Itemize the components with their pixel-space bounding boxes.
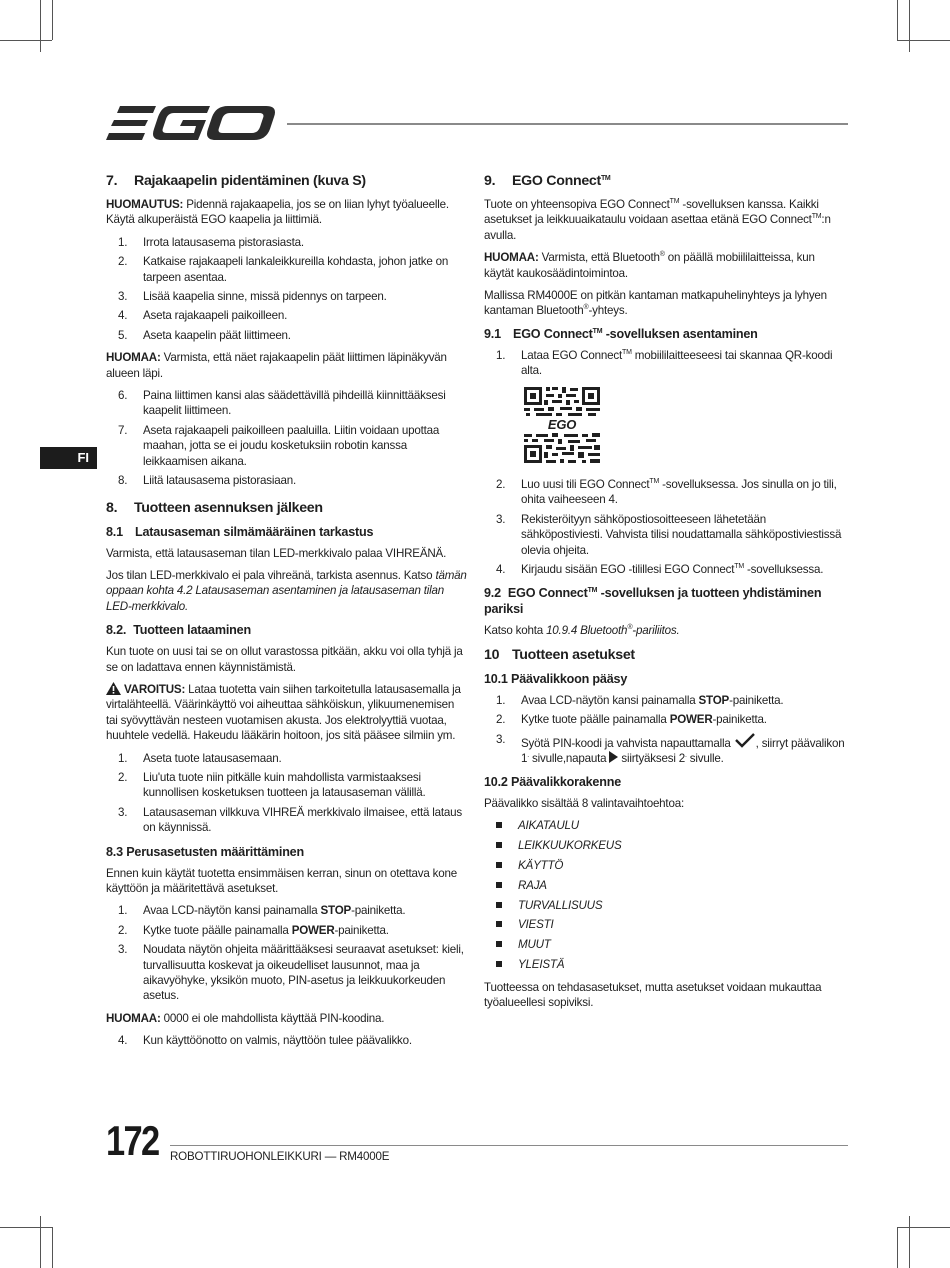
section-title: Tuotteen asetukset (512, 646, 635, 663)
item-number: 1. (118, 751, 128, 765)
item-number: 3. (118, 805, 128, 819)
item-text: Kun käyttöönotto on valmis, näyttöön tulee päävalikko. (143, 1034, 412, 1048)
subsection-title: Latausaseman silmämääräinen tarkastus (135, 524, 374, 539)
item-text: Katkaise rajakaapeli lankaleikkureilla kohdasta, johon jatke on tarpeen asentaa. (143, 255, 449, 284)
section-heading (106, 172, 468, 190)
paragraph: Mallissa RM4000E on pitkän kantaman matkapuhelinyhteys ja lyhyen kantaman Bluetooth®-yhteys. (484, 289, 827, 318)
crop-mark (0, 40, 52, 41)
warning-paragraph (106, 682, 468, 744)
note-label: HUOMAA: (484, 251, 539, 265)
paragraph: Ennen kuin käytät tuotetta ensimmäisen kerran, sinun on otettava kone käyttöön ja määritettävä asetukset. (106, 866, 457, 895)
subsection-number: 8.1 (106, 524, 123, 539)
subsection-heading (106, 622, 468, 638)
section-heading (106, 499, 468, 517)
list-item (106, 473, 468, 488)
menu-option-label: TURVALLISUUS (518, 898, 603, 912)
subsection-number: 9.1 (484, 326, 501, 341)
square-bullet-icon (484, 957, 518, 972)
menu-option (484, 917, 846, 932)
note-paragraph (106, 1011, 468, 1026)
square-bullet-icon (484, 917, 518, 932)
section-title: Rajakaapelin pidentäminen (kuva S) (134, 173, 366, 189)
language-tab: FI (40, 447, 97, 469)
item-number: 5. (118, 328, 128, 342)
crop-mark (909, 1216, 910, 1268)
section-number: 9. (484, 173, 496, 189)
item-text: Liitä latausasema pistorasiaan. (143, 474, 296, 488)
subsection-heading (106, 524, 468, 540)
subsection-title: EGO Connect™ -sovelluksen ja tuotteen yhdistäminen pariksi (484, 585, 822, 616)
list-item (106, 805, 468, 836)
item-number: 1. (496, 348, 506, 362)
item-text: Irrota latausasema pistorasiasta. (143, 235, 304, 249)
list-item (484, 512, 846, 558)
paragraph: Katso kohta 10.9.4 Bluetooth®-pariliitos. (484, 623, 680, 637)
subsection-title: 10.1 Päävalikkoon pääsy (484, 671, 628, 686)
steps-list (106, 388, 468, 488)
subsection-heading (106, 844, 468, 860)
list-item (106, 942, 468, 1004)
menu-option-label: YLEISTÄ (518, 958, 565, 972)
note-paragraph: HUOMAA: Varmista, että Bluetooth® on päällä mobiililaitteissa, kun käytät kaukosäädintoimintoa. (484, 251, 815, 280)
menu-option (484, 858, 846, 873)
steps-list (484, 477, 846, 577)
list-item (106, 289, 468, 304)
subsection-title: Tuotteen lataaminen (133, 623, 251, 638)
footer-title: ROBOTTIRUOHONLEIKKURI — RM4000E (170, 1150, 390, 1163)
note-paragraph (106, 350, 468, 381)
menu-list (484, 818, 846, 973)
item-text: Kirjaudu sisään EGO -tilillesi EGO Connect™ -sovelluksessa. (521, 563, 824, 577)
item-number: 4. (118, 309, 128, 323)
square-bullet-icon (484, 858, 518, 873)
warning-icon (106, 682, 121, 695)
item-number: 2. (118, 923, 128, 937)
paragraph (106, 568, 468, 614)
list-item (106, 770, 468, 801)
item-number: 1. (118, 235, 128, 249)
item-number: 8. (118, 474, 128, 488)
steps-list (106, 903, 468, 1003)
section-number: 7. (106, 173, 118, 189)
item-number: 6. (118, 389, 128, 403)
section-number: 10 (484, 646, 500, 663)
subsection-heading (484, 326, 846, 342)
list-item (106, 423, 468, 469)
crop-mark (52, 0, 53, 40)
qr-code-icon (522, 385, 602, 465)
note-paragraph (106, 197, 468, 228)
menu-option-label: MUUT (518, 938, 551, 952)
crop-mark (40, 1216, 41, 1268)
list-item (106, 308, 468, 323)
crop-mark (52, 1227, 53, 1268)
list-item (484, 693, 846, 708)
item-number: 2. (496, 713, 506, 727)
list-item (484, 712, 846, 727)
crop-mark (897, 1227, 898, 1268)
footer-rule (170, 1145, 848, 1146)
list-item (106, 903, 468, 918)
item-text: Aseta rajakaapeli paikoilleen paaluilla. Liitin voidaan upottaa maahan, jotta se ei joudu kosketuksiin robotin kanssa leikkaamisen aikana. (143, 423, 440, 468)
header-rule (287, 123, 848, 125)
crop-mark (897, 40, 950, 41)
menu-option (484, 818, 846, 833)
item-text: Lisää kaapelia sinne, missä pidennys on tarpeen. (143, 290, 387, 304)
section-title: Tuotteen asennuksen jälkeen (134, 499, 323, 516)
menu-option-label: VIESTI (518, 918, 554, 932)
text: Jos tilan LED-merkkivalo ei pala vihreänä, tarkista asennus. Katso (106, 568, 436, 582)
square-bullet-icon (484, 818, 518, 833)
svg-text:EGO: EGO (547, 416, 577, 432)
square-bullet-icon (484, 898, 518, 913)
crop-mark (0, 1227, 52, 1228)
item-number: 2. (496, 478, 506, 492)
steps-list (106, 235, 468, 343)
crop-mark (909, 0, 910, 52)
checkmark-icon (734, 732, 756, 748)
item-text: Aseta rajakaapeli paikoilleen. (143, 309, 288, 323)
steps-list (484, 693, 846, 767)
item-number: 3. (496, 512, 506, 526)
list-item (484, 477, 846, 508)
steps-list (106, 751, 468, 836)
item-number: 2. (118, 255, 128, 269)
item-number: 3. (118, 290, 128, 304)
subsection-heading (484, 585, 846, 617)
steps-list (106, 1033, 468, 1048)
page-number: 172 (106, 1117, 159, 1164)
section-heading (484, 646, 846, 664)
menu-option (484, 878, 846, 893)
note-label: HUOMAA: (106, 351, 161, 365)
item-text: Aseta kaapelin päät liittimeen. (143, 328, 291, 342)
subsection-title: 10.2 Päävalikkorakenne (484, 774, 622, 789)
paragraph: Varmista, että latausaseman tilan LED-merkkivalo palaa VIHREÄNÄ. (106, 546, 447, 560)
paragraph: Tuote on yhteensopiva EGO Connect™ -sovelluksen kanssa. Kaikki asetukset ja leikkuuaikataulu voidaan asettaa etänä EGO Connect™:n avulla. (484, 198, 831, 242)
item-text: Avaa LCD-näytön kansi painamalla STOP-painiketta. (143, 904, 406, 918)
section-title: EGO Connect™ (512, 173, 611, 189)
item-number: 4. (496, 563, 506, 577)
item-number: 1. (496, 693, 506, 707)
item-text: Paina liittimen kansi alas säädettävillä pihdeillä kiinnittääksesi kaapelit liittimeen. (143, 389, 446, 418)
subsection-heading (484, 774, 846, 790)
qr-code[interactable] (522, 385, 602, 469)
list-item (484, 732, 846, 767)
item-text: Avaa LCD-näytön kansi painamalla STOP-painiketta. (521, 693, 784, 707)
list-item (484, 562, 846, 577)
item-text: Liu'uta tuote niin pitkälle kuin mahdollista varmistaaksesi kunnollisen kosketuksen tuotteen ja latausaseman välillä. (143, 770, 426, 800)
list-item (106, 235, 468, 250)
item-text: Kytke tuote päälle painamalla POWER-painiketta. (143, 923, 389, 937)
item-text: Luo uusi tili EGO Connect™ -sovelluksessa. Jos sinulla on jo tili, ohita vaiheeseen 4. (521, 478, 837, 507)
list-item (106, 1033, 468, 1048)
section-number: 8. (106, 499, 118, 516)
list-item (106, 751, 468, 766)
item-text: Syötä PIN-koodi ja vahvista napauttamalla , siirryt päävalikon 1. sivulle,napauta siirtyäksesi 2. sivulle. (521, 732, 846, 767)
crop-mark (897, 1227, 950, 1228)
note-label: HUOMAUTUS: (106, 198, 184, 211)
item-text: Rekisteröityyn sähköpostiosoitteeseen lähetetään sähköpostiviesti. Vahvista tilisi noudattamalla sähköpostiviestissä olevia ohjeita. (521, 512, 842, 557)
note-text: Pidennä rajakaapelia, jos se on liian lyhyt työalueelle. Käytä alkuperäistä EGO kaapelia ja liittimiä. (106, 198, 449, 227)
item-number: 4. (118, 1034, 128, 1048)
paragraph: Tuotteessa on tehdasasetukset, mutta asetukset voidaan mukauttaa työalueellesi sopiviksi. (484, 980, 822, 1010)
warning-text: Lataa tuotetta vain siihen tarkoitetulla latausasemalla ja virtalähteellä. Väärinkäyttö voi aiheuttaa sähköiskun, ylikuumenemisen tai syövyttävän nesteen vuotamisen akusta. Jos elektrolyyttiä vuotaa, huuhtele vedellä. Hakeudu lääkärin hoitoon, jos sitä pääsee silmiin ym. (106, 682, 461, 743)
menu-option (484, 937, 846, 952)
square-bullet-icon (484, 937, 518, 952)
list-item (106, 254, 468, 285)
menu-option-label: LEIKKUUKORKEUS (518, 838, 622, 852)
item-text: Latausaseman vilkkuva VIHREÄ merkkivalo ilmaisee, että lataus on käynnissä. (143, 805, 463, 835)
paragraph: Kun tuote on uusi tai se on ollut varastossa pitkään, akku voi olla tyhjä ja se on ladattava ennen käynnistämistä. (106, 645, 463, 674)
note-label: HUOMAA: (106, 1011, 161, 1025)
square-bullet-icon (484, 878, 518, 893)
item-number: 3. (118, 943, 128, 957)
item-number: 2. (118, 770, 128, 784)
menu-option-label: RAJA (518, 878, 547, 892)
crop-mark (40, 0, 41, 52)
subsection-number: 9.2 (484, 585, 501, 600)
item-number: 3. (496, 732, 506, 746)
square-bullet-icon (484, 838, 518, 853)
list-item (106, 328, 468, 343)
cross-reference: tämän oppaan kohta 4.2 Latausaseman asentaminen ja latausaseman tilan LED-merkkivalo. (106, 568, 467, 613)
subsection-title: 8.3 Perusasetusten määrittäminen (106, 844, 304, 859)
left-column (106, 172, 468, 1056)
section-heading (484, 172, 846, 190)
list-item (484, 348, 846, 379)
item-number: 1. (118, 904, 128, 918)
subsection-heading (484, 671, 846, 687)
menu-option (484, 957, 846, 972)
list-item (106, 923, 468, 938)
item-text: Kytke tuote päälle painamalla POWER-painiketta. (521, 713, 767, 727)
item-text: Aseta tuote latausasemaan. (143, 751, 282, 765)
ego-logo (106, 104, 276, 142)
warning-label: VAROITUS: (124, 682, 186, 696)
note-text: Varmista, että näet rajakaapelin päät liittimen läpinäkyvän alueen läpi. (106, 351, 447, 380)
item-text: Noudata näytön ohjeita määrittääksesi seuraavat asetukset: kieli, turvallisuutta koskevat ja oikeudelliset lausunnot, maa ja aikavyöhyke, yksikön muoto, PIN-asetus ja leikkuukorkeuden asetus. (143, 943, 464, 1003)
paragraph: Päävalikko sisältää 8 valintavaihtoehtoa: (484, 796, 684, 810)
note-text: 0000 ei ole mahdollista käyttää PIN-koodina. (160, 1011, 385, 1025)
subsection-number: 8.2. (106, 623, 127, 638)
menu-option (484, 838, 846, 853)
right-column (484, 172, 846, 1018)
subsection-title: EGO Connect™ -sovelluksen asentaminen (513, 326, 758, 341)
item-number: 7. (118, 423, 128, 437)
menu-option-label: AIKATAULU (518, 818, 579, 832)
list-item (106, 388, 468, 419)
steps-list (484, 348, 846, 379)
crop-mark (897, 0, 898, 40)
item-text: Lataa EGO Connect™ mobiililaitteeseesi tai skannaa QR-koodi alta. (521, 348, 833, 378)
menu-option (484, 898, 846, 913)
menu-option-label: KÄYTTÖ (518, 858, 564, 872)
